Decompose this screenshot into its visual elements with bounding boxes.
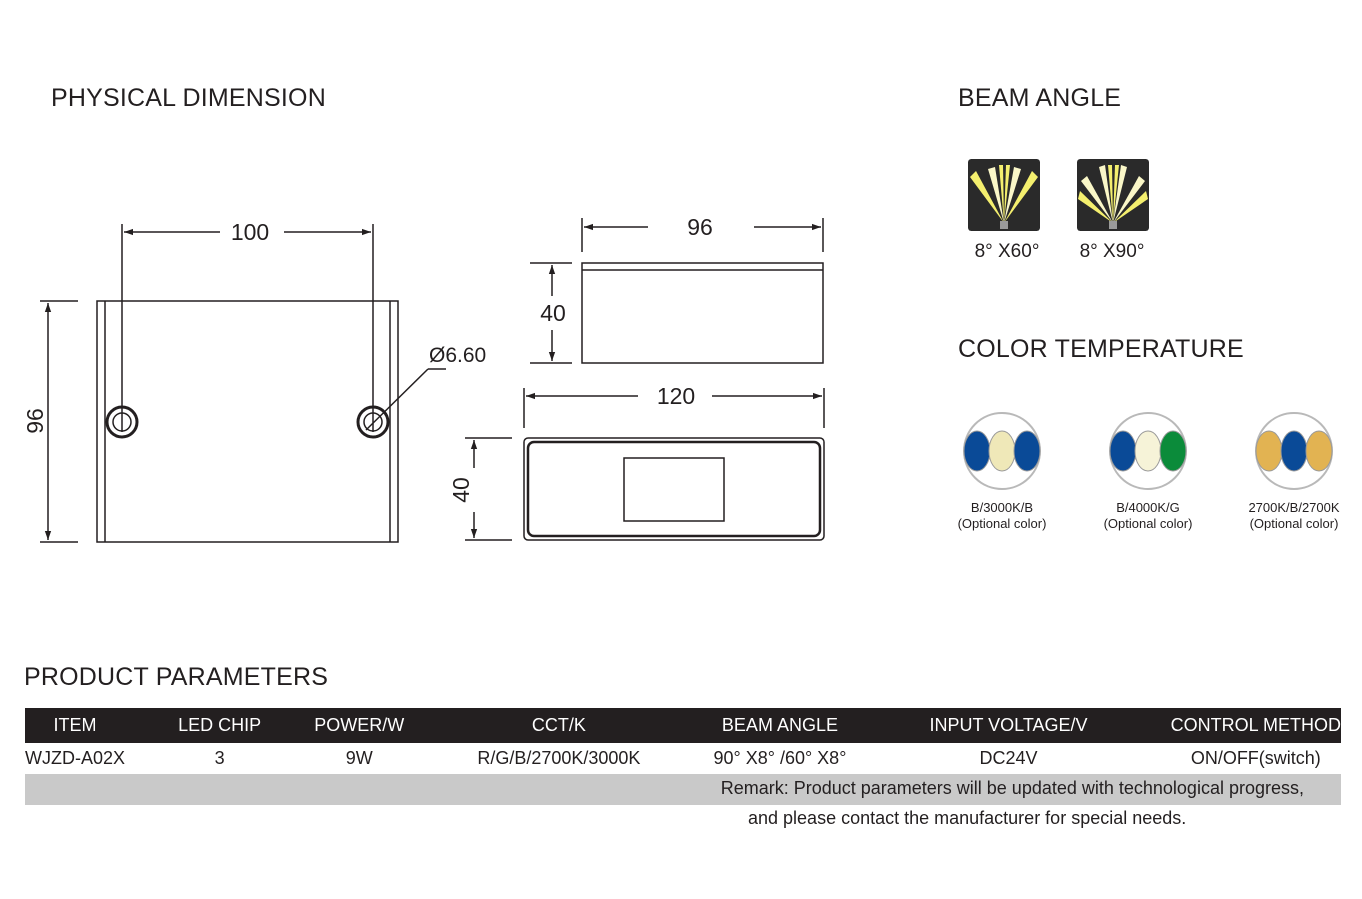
remark-line-2: and please contact the manufacturer for special needs. xyxy=(748,808,1187,828)
swatch-blue-right xyxy=(1014,431,1040,471)
bottom-height-label: 40 xyxy=(448,477,474,503)
swatch-blue xyxy=(1281,431,1307,471)
header-beam-angle: BEAM ANGLE xyxy=(714,708,847,743)
front-height-label: 96 xyxy=(22,408,48,434)
cell-item: WJZD-A02X xyxy=(25,748,126,768)
dimension-drawings xyxy=(0,0,880,600)
beam-60-icon xyxy=(968,159,1040,231)
table-row xyxy=(25,743,1341,774)
hole-diameter-label: Ø6.60 xyxy=(429,344,487,367)
header-item: ITEM xyxy=(25,708,125,743)
beam-90-label: 8° X90° xyxy=(1079,241,1145,262)
cell-led-chip: 3 xyxy=(214,748,225,768)
color-option-2-note: (Optional color) xyxy=(1103,516,1193,531)
cell-input-voltage: DC24V xyxy=(979,748,1038,768)
color-option-2-name: B/4000K/G xyxy=(1116,500,1180,515)
color-option-2-swatch xyxy=(1108,411,1188,491)
color-option-2-caption xyxy=(1083,500,1213,532)
swatch-blue xyxy=(1110,431,1136,471)
swatch-4000k xyxy=(1135,431,1161,471)
swatch-3000k xyxy=(989,431,1015,471)
color-option-1-name: B/3000K/B xyxy=(970,500,1034,515)
header-power: POWER/W xyxy=(314,708,404,743)
header-cct: CCT/K xyxy=(404,708,713,743)
bottom-width-label: 120 xyxy=(656,383,696,409)
product-parameters-title: PRODUCT PARAMETERS xyxy=(24,663,329,691)
swatch-green xyxy=(1160,431,1186,471)
side-width-label: 96 xyxy=(687,214,713,240)
side-height-label: 40 xyxy=(540,300,566,326)
color-option-1-note: (Optional color) xyxy=(957,516,1047,531)
header-led-chip: LED CHIP xyxy=(125,708,314,743)
product-parameters-table xyxy=(25,708,1341,774)
color-option-3-note: (Optional color) xyxy=(1249,516,1339,531)
color-option-3-swatch xyxy=(1254,411,1334,491)
beam-90-icon xyxy=(1077,159,1149,231)
remark-band xyxy=(25,774,1341,805)
color-option-3-name: 2700K/B/2700K xyxy=(1248,500,1340,515)
color-option-1-caption xyxy=(937,500,1067,532)
header-control-method: CONTROL METHOD xyxy=(1171,708,1341,743)
cell-power: 9W xyxy=(345,748,373,768)
swatch-blue-left xyxy=(964,431,990,471)
header-input-voltage: INPUT VOLTAGE/V xyxy=(846,708,1170,743)
swatch-2700k-left xyxy=(1256,431,1282,471)
bottom-view xyxy=(465,388,824,540)
table-header-row xyxy=(25,708,1341,743)
physical-dimension-title: PHYSICAL DIMENSION xyxy=(51,84,326,112)
beam-angle-title: BEAM ANGLE xyxy=(958,84,1122,112)
beam-60-label: 8° X60° xyxy=(974,241,1040,262)
front-view xyxy=(40,224,446,542)
cell-beam-angle: 90° X8° /60° X8° xyxy=(713,748,847,768)
color-option-3-caption xyxy=(1229,500,1359,532)
swatch-2700k-right xyxy=(1306,431,1332,471)
cell-cct: R/G/B/2700K/3000K xyxy=(477,748,641,768)
remark-line-1: Remark: Product parameters will be updated with technological progress, xyxy=(720,778,1304,798)
color-option-1-swatch xyxy=(962,411,1042,491)
front-width-label: 100 xyxy=(230,219,270,245)
side-view xyxy=(530,218,823,363)
cell-control-method: ON/OFF(switch) xyxy=(1190,748,1321,768)
color-temperature-title: COLOR TEMPERATURE xyxy=(958,335,1244,363)
